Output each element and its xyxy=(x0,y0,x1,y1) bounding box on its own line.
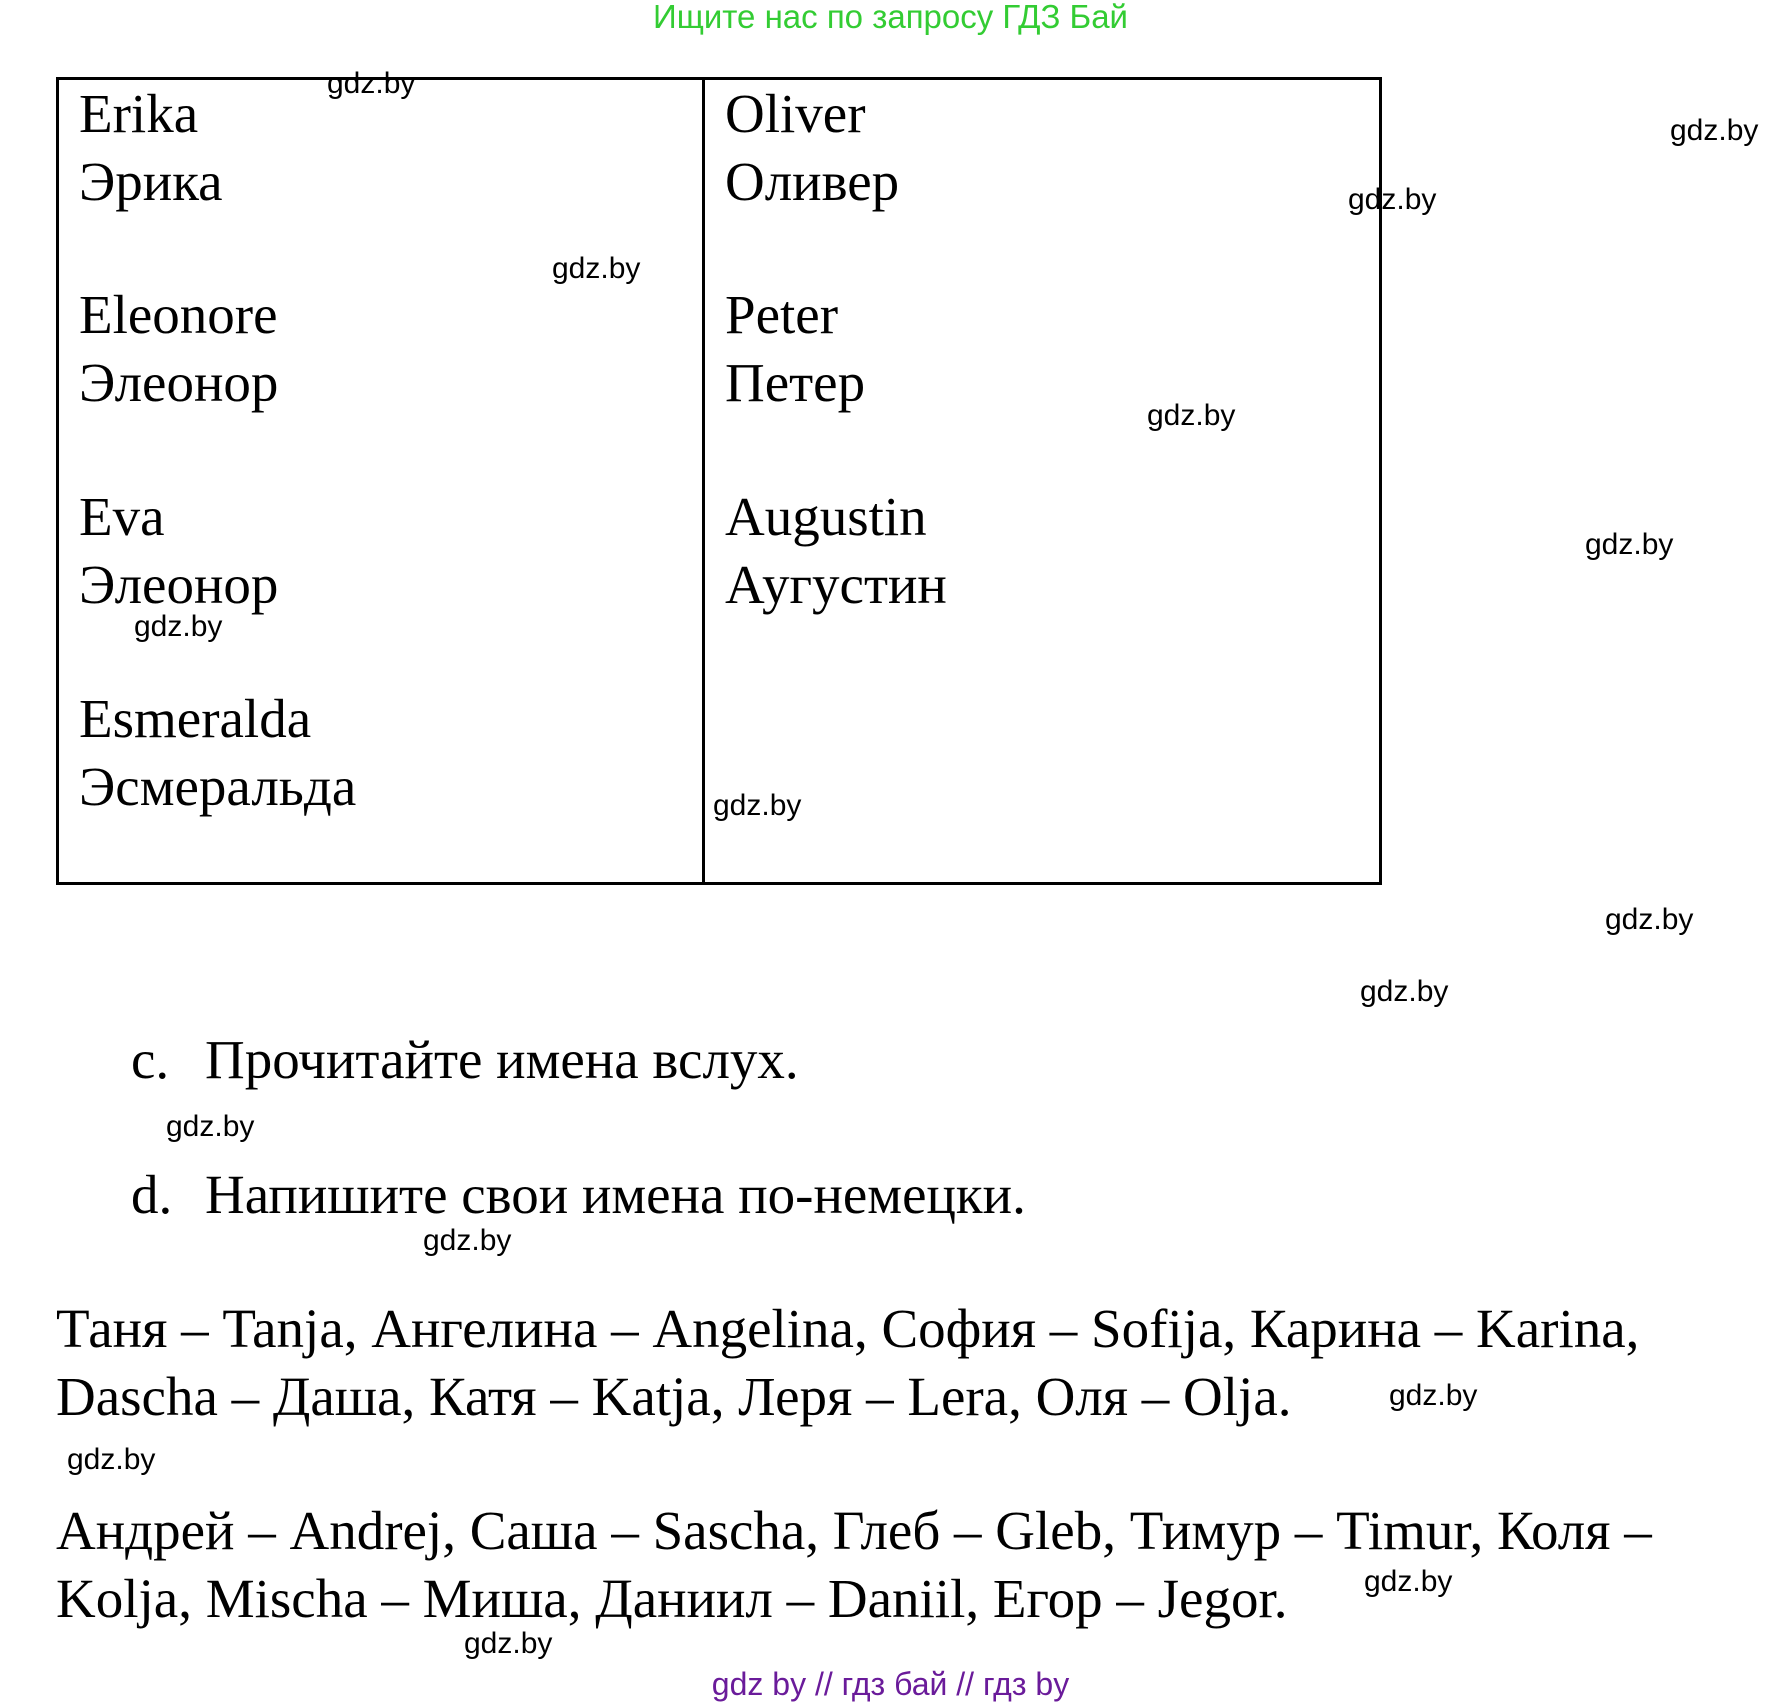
task-text: Напишите свои имена по-немецки. xyxy=(205,1164,1026,1225)
russian-name: Элеонор xyxy=(79,554,279,615)
watermark: gdz.by xyxy=(67,1443,156,1476)
russian-name: Элеонор xyxy=(79,352,279,413)
watermark: gdz.by xyxy=(464,1627,553,1660)
watermark: gdz.by xyxy=(423,1224,512,1257)
name-entry xyxy=(79,80,223,216)
russian-name: Аугустин xyxy=(725,554,947,615)
german-name: Peter xyxy=(725,284,839,345)
russian-name: Эрика xyxy=(79,151,223,212)
name-entry xyxy=(725,281,865,417)
watermark: gdz.by xyxy=(134,610,223,643)
name-entry xyxy=(79,281,278,417)
table-divider xyxy=(702,80,705,882)
answer-line: Dascha – Даша, Катя – Katja, Леря – Lera, Оля – Olja. xyxy=(56,1366,1292,1427)
footer-links: gdz by // гдз бай // гдз by xyxy=(711,1666,1070,1702)
answer-line: Kolja, Mischa – Миша, Даниил – Daniil, Егор – Jegor. xyxy=(56,1568,1288,1629)
watermark: gdz.by xyxy=(1364,1565,1453,1598)
task-d xyxy=(131,1165,1026,1225)
watermark: gdz.by xyxy=(1585,528,1674,561)
watermark: gdz.by xyxy=(1670,114,1759,147)
task-letter: c. xyxy=(131,1029,170,1090)
name-entry xyxy=(79,685,356,821)
watermark: gdz.by xyxy=(1147,399,1236,432)
watermark: gdz.by xyxy=(552,252,641,285)
answer-line: Таня – Tanja, Ангелина – Angelina, София – Sofija, Карина – Karina, xyxy=(56,1298,1640,1359)
watermark: gdz.by xyxy=(1389,1379,1478,1412)
task-text: Прочитайте имена вслух. xyxy=(205,1029,799,1090)
russian-name: Эсмеральда xyxy=(79,756,357,817)
task-letter: d. xyxy=(131,1164,173,1225)
german-name: Esmeralda xyxy=(79,688,312,749)
russian-name: Оливер xyxy=(725,151,900,212)
name-entry xyxy=(79,483,278,619)
german-name: Augustin xyxy=(725,486,927,547)
german-name: Eleonore xyxy=(79,284,278,345)
names-table xyxy=(56,77,1382,885)
task-c xyxy=(131,1030,799,1090)
watermark: gdz.by xyxy=(1360,975,1449,1008)
name-entry xyxy=(725,80,899,216)
watermark: gdz.by xyxy=(713,789,802,822)
russian-name: Петер xyxy=(725,352,866,413)
watermark: gdz.by xyxy=(1605,903,1694,936)
answer-line: Андрей – Andrej, Саша – Sascha, Глеб – Gleb, Тимур – Timur, Коля – xyxy=(56,1500,1652,1561)
header-note: Ищите нас по запросу ГДЗ Бай xyxy=(653,0,1128,35)
german-name: Oliver xyxy=(725,83,866,144)
watermark: gdz.by xyxy=(1348,183,1437,216)
watermark: gdz.by xyxy=(327,67,416,100)
german-name: Eva xyxy=(79,486,165,547)
name-entry xyxy=(725,483,947,619)
watermark: gdz.by xyxy=(166,1110,255,1143)
german-name: Erika xyxy=(79,83,199,144)
